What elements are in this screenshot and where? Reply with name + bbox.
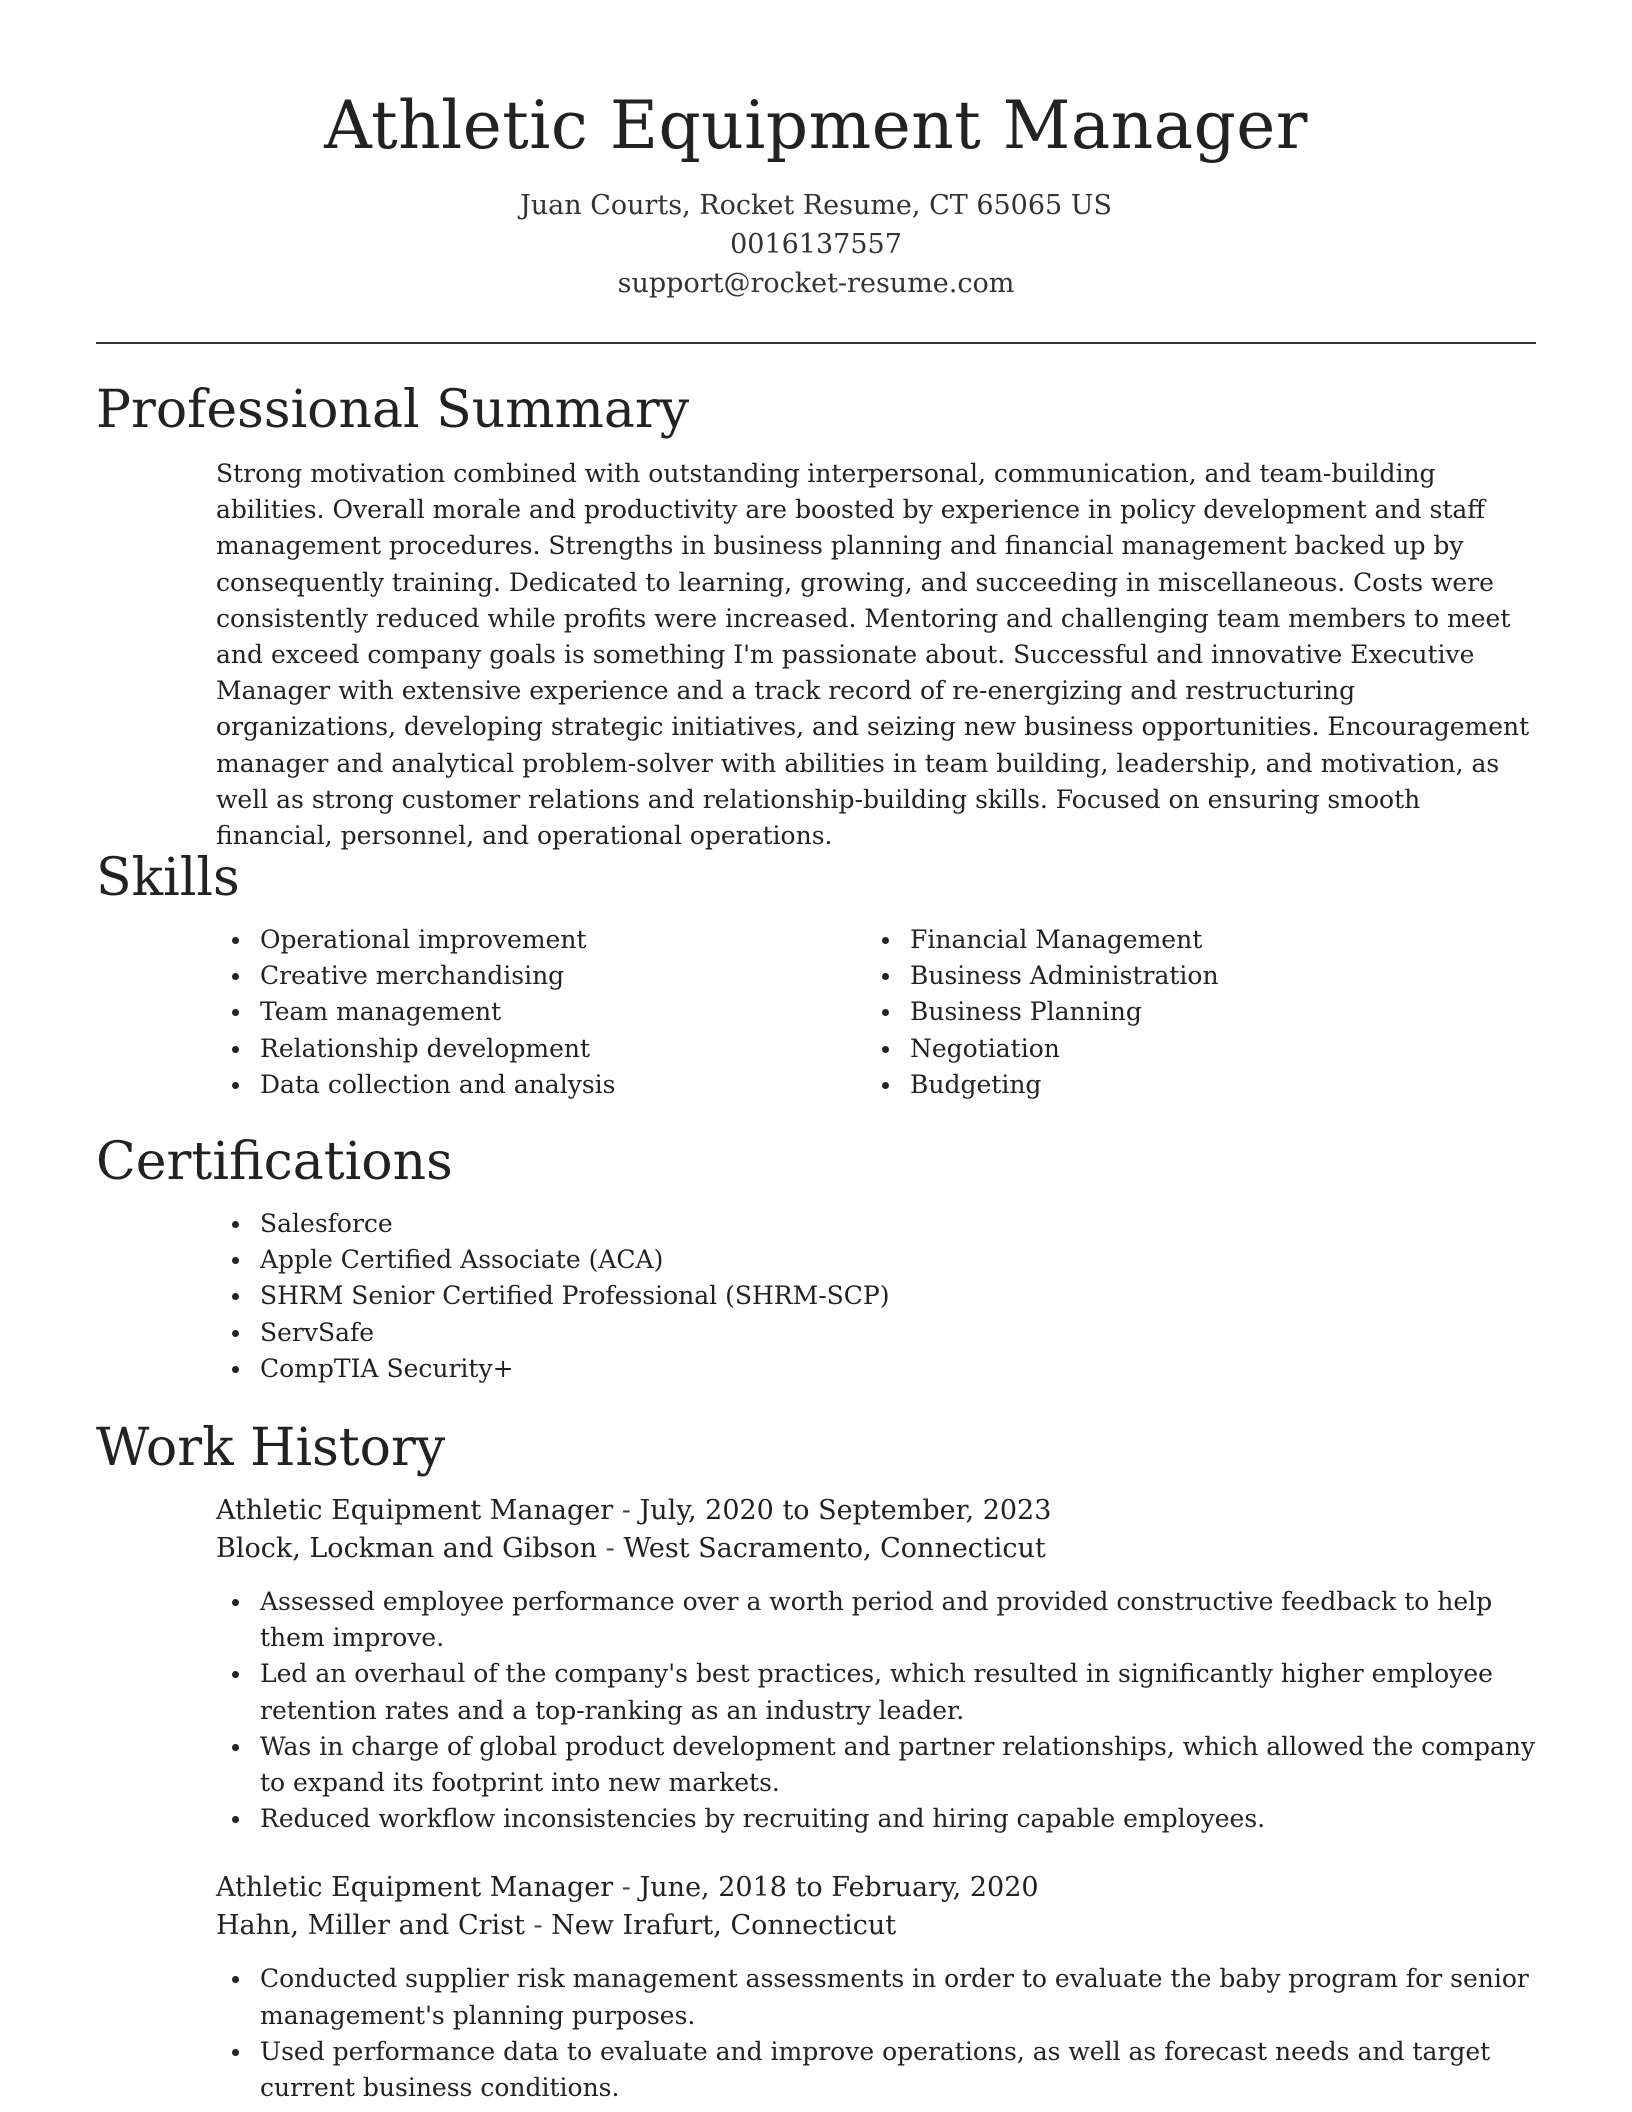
resume-title: Athletic Equipment Manager (324, 87, 1308, 164)
summary-heading: Professional Summary (96, 380, 690, 440)
job-dates: July, 2020 to September, 2023 (639, 1495, 1052, 1526)
certifications-list (216, 1206, 1536, 1387)
skill-item: Budgeting (866, 1067, 1516, 1103)
job-bullet: Assessed employee performance over a worth period and provided constructive feedback to help them improve. (216, 1584, 1536, 1656)
job-title-line: Athletic Equipment Manager - July, 2020 to September, 2023 (216, 1495, 1052, 1526)
job-entry (216, 1869, 1536, 1945)
summary-section (96, 378, 1536, 854)
job-bullet: Used performance data to evaluate and improve operations, as well as forecast needs and target current business conditions. (216, 2034, 1536, 2106)
job-entry (216, 1492, 1536, 1568)
work-history-section (96, 1416, 1536, 2106)
contact-phone: 0016137557 (730, 229, 902, 260)
skill-item: Business Planning (866, 994, 1516, 1030)
skills-heading: Skills (96, 848, 240, 908)
job-title: Athletic Equipment Manager (216, 1872, 614, 1904)
skills-columns (216, 922, 1536, 1103)
skill-item: Negotiation (866, 1031, 1516, 1067)
job-company: Block, Lockman and Gibson (216, 1533, 598, 1564)
job-dates: June, 2018 to February, 2020 (639, 1872, 1039, 1904)
certification-item: ServSafe (216, 1315, 1536, 1351)
certification-item: Salesforce (216, 1206, 1536, 1242)
certification-item: CompTIA Security+ (216, 1351, 1536, 1387)
skill-item: Operational improvement (216, 922, 866, 958)
job-title-line: Athletic Equipment Manager - June, 2018 to February, 2020 (216, 1872, 1039, 1904)
work-history-heading: Work History (96, 1418, 446, 1478)
job-location: West Sacramento, Connecticut (623, 1533, 1046, 1564)
job-bullets (216, 1961, 1536, 2106)
skills-column-right (866, 922, 1516, 1103)
skills-column-left (216, 922, 866, 1103)
skill-item: Relationship development (216, 1031, 866, 1067)
contact-block (0, 186, 1632, 303)
job-bullet: Reduced workflow inconsistencies by recruiting and hiring capable employees. (216, 1801, 1536, 1837)
job-bullet: Led an overhaul of the company's best practices, which resulted in significantly higher employee retention rates and a top-ranking as an industry leader. (216, 1656, 1536, 1728)
certification-item: SHRM Senior Certified Professional (SHRM-SCP) (216, 1278, 1536, 1314)
header-divider (96, 342, 1536, 344)
skill-item: Team management (216, 994, 866, 1030)
job-bullets (216, 1584, 1536, 1837)
job-company-line: Block, Lockman and Gibson - West Sacramento, Connecticut (216, 1533, 1046, 1564)
certification-item: Apple Certified Associate (ACA) (216, 1242, 1536, 1278)
skill-item: Data collection and analysis (216, 1067, 866, 1103)
certifications-heading: Certifications (96, 1132, 453, 1192)
job-company-line: Hahn, Miller and Crist - New Irafurt, Connecticut (216, 1910, 897, 1942)
job-company: Hahn, Miller and Crist (216, 1910, 525, 1942)
contact-address: Juan Courts, Rocket Resume, CT 65065 US (519, 190, 1113, 221)
summary-text: Strong motivation combined with outstanding interpersonal, communication, and team-building abilities. Overall morale and productivity are boosted by experience in policy development and staff management procedures. Strengths in business planning and financial management backed up by consequently training. Dedicated to learning, growing, and succeeding in miscellaneous. Costs were consistently reduced while profits were increased. Mentoring and challenging team members to meet and exceed company goals is something I'm passionate about. Successful and innovative Executive Manager with extensive experience and a track record of re-energizing and restructuring organizations, developing strategic initiatives, and seizing new business opportunities. Encouragement manager and analytical problem-solver with abilities in team building, leadership, and motivation, as well as strong customer relations and relationship-building skills. Focused on ensuring smooth financial, personnel, and operational operations. (216, 459, 1530, 851)
job-title: Athletic Equipment Manager (216, 1495, 614, 1526)
skill-item: Business Administration (866, 958, 1516, 994)
skills-section (96, 846, 1536, 1103)
resume-header (0, 0, 1632, 303)
certifications-section (96, 1130, 1536, 1387)
job-location: New Irafurt, Connecticut (551, 1910, 897, 1942)
skill-item: Financial Management (866, 922, 1516, 958)
job-bullet: Conducted supplier risk management assessments in order to evaluate the baby program for senior management's planning purposes. (216, 1961, 1536, 2033)
contact-email: support@rocket-resume.com (617, 268, 1015, 299)
job-bullet: Was in charge of global product development and partner relationships, which allowed the company to expand its footprint into new markets. (216, 1729, 1536, 1801)
skill-item: Creative merchandising (216, 958, 866, 994)
